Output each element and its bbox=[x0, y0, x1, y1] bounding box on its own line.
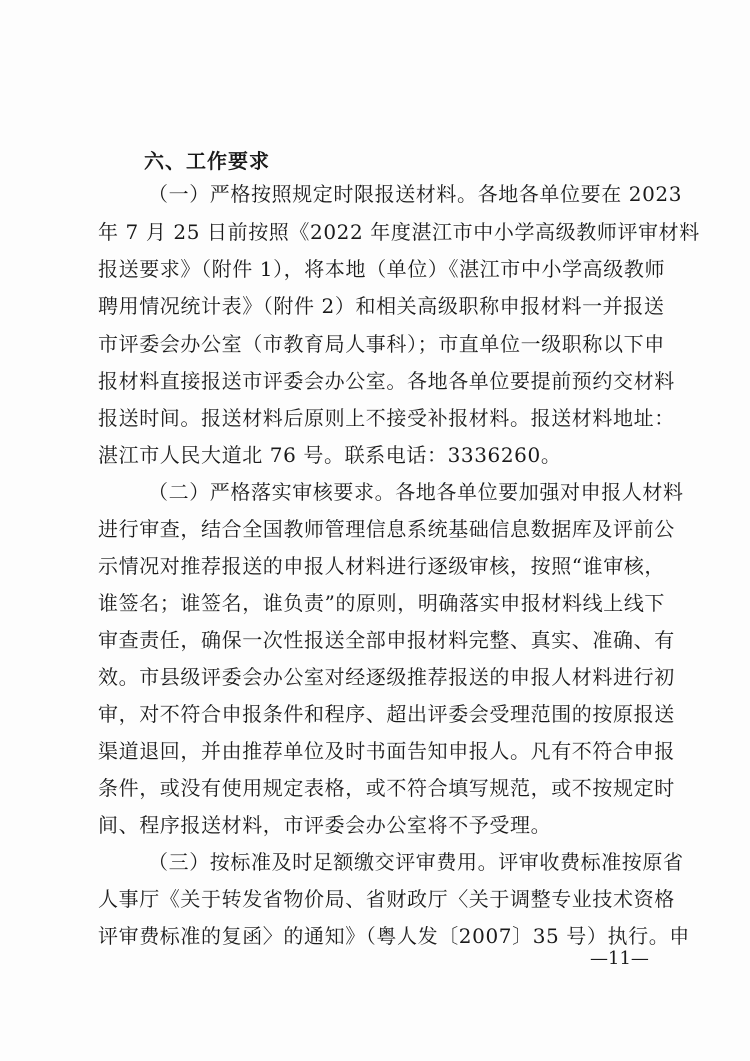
paragraph-1-line-7: 报送时间。报送材料后原则上不接受补报材料。报送材料地址： bbox=[98, 406, 675, 430]
page-number: —11— bbox=[590, 948, 649, 969]
paragraph-1-line-3: 报送要求》（附件 1），将本地（单位）《湛江市中小学高级教师 bbox=[98, 257, 666, 281]
paragraph-2-line-6: 效。市县级评委会办公室对经逐级推荐报送的申报人材料进行初 bbox=[98, 665, 675, 689]
paragraph-1-line-2: 年 7 月 25 日前按照《2022 年度湛江市中小学高级教师评审材料 bbox=[98, 220, 700, 244]
paragraph-2-line-7: 审，对不符合申报条件和程序、超出评委会受理范围的按原报送 bbox=[98, 702, 675, 726]
paragraph-2-line-10: 间、程序报送材料，市评委会办公室将不予受理。 bbox=[98, 813, 552, 837]
paragraph-2-line-2: 进行审查，结合全国教师管理信息系统基础信息数据库及评前公 bbox=[98, 517, 675, 541]
paragraph-2-line-4: 谁签名；谁签名，谁负责”的原则，明确落实申报材料线上线下 bbox=[98, 591, 666, 615]
paragraph-1-line-4: 聘用情况统计表》（附件 2）和相关高级职称申报材料一并报送 bbox=[98, 294, 665, 318]
paragraph-2-line-5: 审查责任，确保一次性报送全部申报材料完整、真实、准确、有 bbox=[98, 628, 675, 652]
paragraph-1-line-5: 市评委会办公室（市教育局人事科）；市直单位一级职称以下申 bbox=[98, 332, 665, 356]
paragraph-1-line-8: 湛江市人民大道北 76 号。联系电话：3336260。 bbox=[98, 443, 562, 467]
paragraph-2-line-8: 渠道退回，并由推荐单位及时书面告知申报人。凡有不符合申报 bbox=[98, 739, 675, 763]
paragraph-1-line-1: （一）严格按照规定时限报送材料。各地各单位要在 2023 bbox=[148, 182, 683, 206]
paragraph-3-line-1: （三）按标准及时足额缴交评审费用。评审收费标准按原省 bbox=[148, 850, 684, 874]
paragraph-3-line-3: 评审费标准的复函〉的通知》（粤人发〔2007〕35 号）执行。申 bbox=[98, 924, 690, 948]
paragraph-2-line-1: （二）严格落实审核要求。各地各单位要加强对申报人材料 bbox=[148, 480, 684, 504]
paragraph-2-line-3: 示情况对推荐报送的申报人材料进行逐级审核，按照“谁审核， bbox=[98, 554, 666, 578]
paragraph-2-line-9: 条件，或没有使用规定表格，或不符合填写规范，或不按规定时 bbox=[98, 776, 675, 800]
section-heading: 六、工作要求 bbox=[144, 149, 270, 173]
paragraph-3-line-2: 人事厅《关于转发省物价局、省财政厅〈关于调整专业技术资格 bbox=[98, 887, 675, 911]
paragraph-1-line-6: 报材料直接报送市评委会办公室。各地各单位要提前预约交材料 bbox=[98, 369, 675, 393]
